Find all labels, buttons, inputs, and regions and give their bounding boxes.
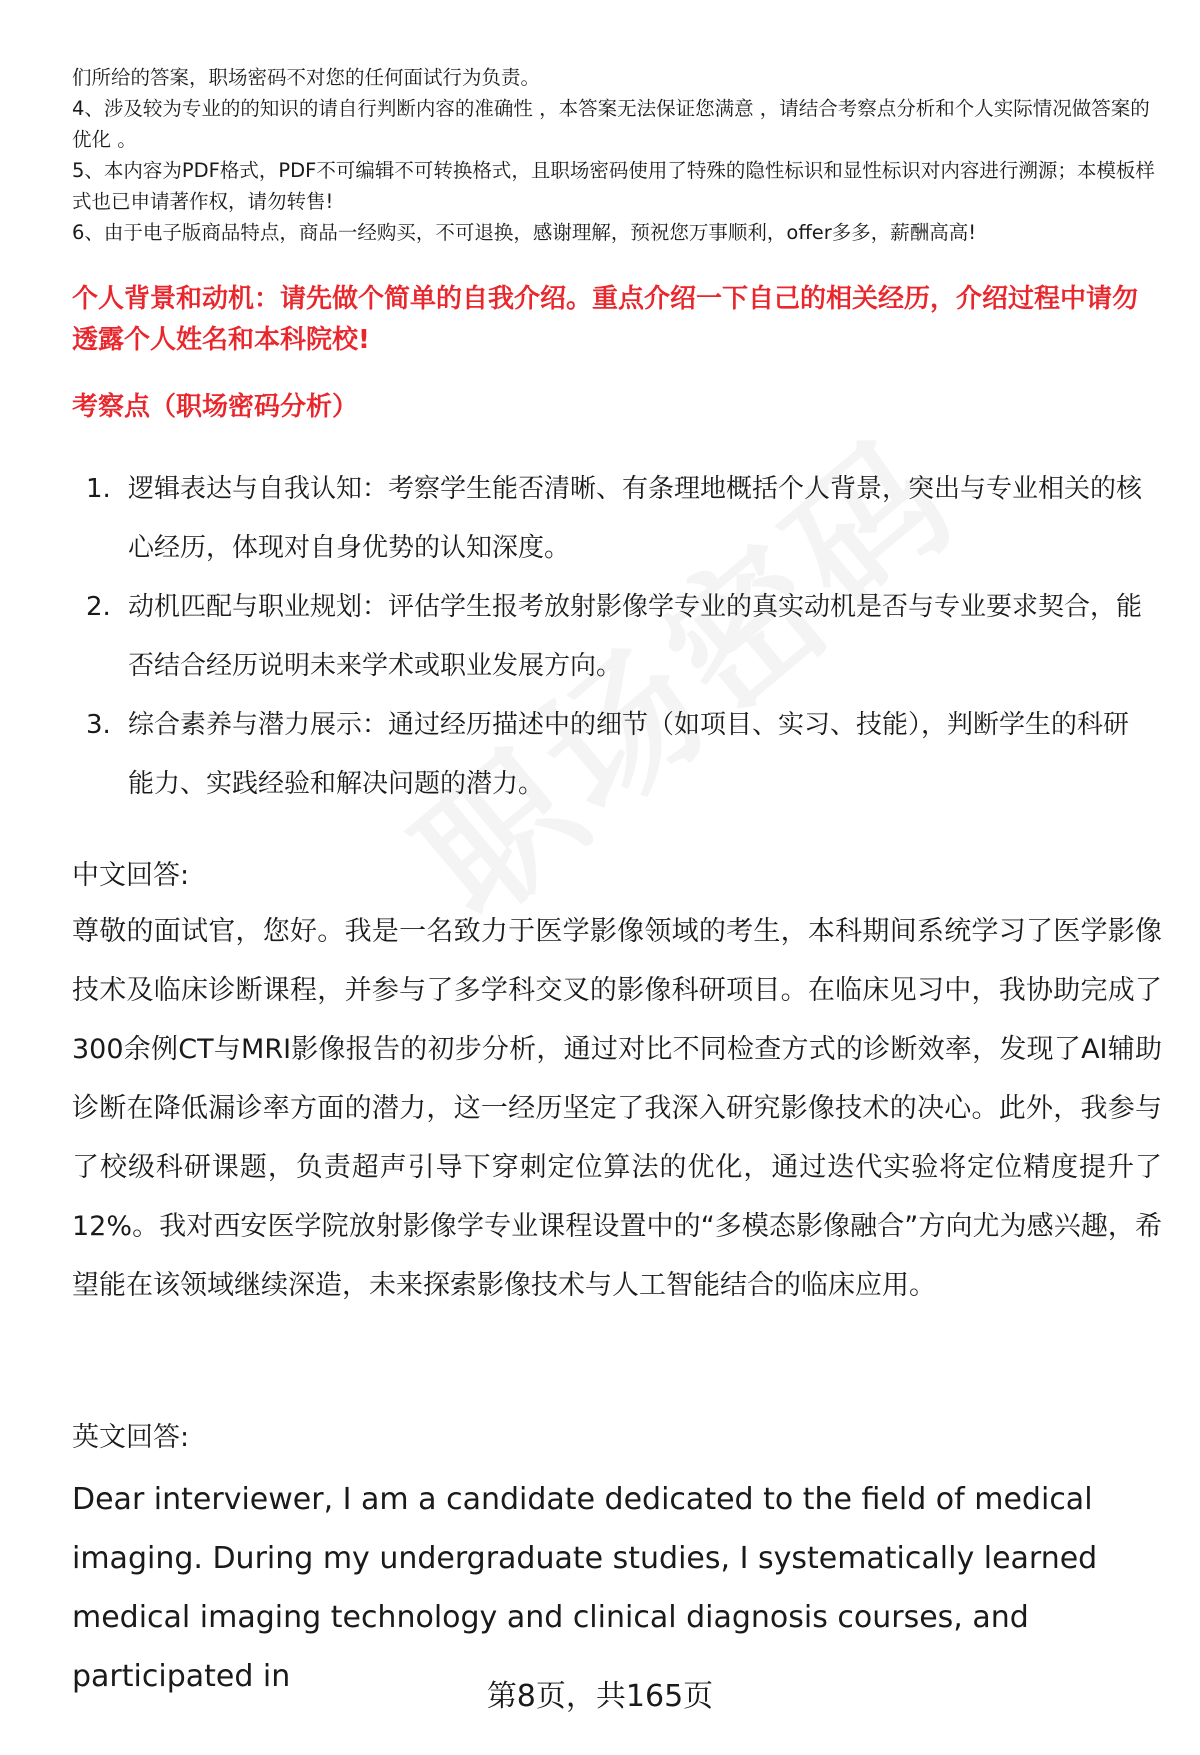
item-number: 2. <box>86 592 111 622</box>
list-item <box>72 578 1152 696</box>
analysis-points <box>72 460 1152 814</box>
item-text: 逻辑表达与自我认知：考察学生能否清晰、有条理地概括个人背景，突出与专业相关的核心经历，体现对自身优势的认知深度。 <box>128 474 1143 563</box>
note-line: 4、涉及较为专业的的知识的请自行判断内容的准确性 ，本答案无法保证您满意 ，请结合考察点分析和个人实际情况做答案的优化 。 <box>72 97 1150 151</box>
disclaimer-notes <box>72 62 1162 248</box>
item-text: 动机匹配与职业规划：评估学生报考放射影像学专业的真实动机是否与专业要求契合，能否结合经历说明未来学术或职业发展方向。 <box>128 592 1143 681</box>
item-text: 综合素养与潜力展示：通过经历描述中的细节（如项目、实习、技能），判断学生的科研能力、实践经验和解决问题的潜力。 <box>128 710 1130 799</box>
analysis-heading: 考察点（职场密码分析） <box>72 392 359 422</box>
chinese-answer-label: 中文回答: <box>72 860 190 891</box>
note-line: 们所给的答案，职场密码不对您的任何面试行为负责。 <box>72 66 541 89</box>
question-heading: 个人背景和动机：请先做个简单的自我介绍。重点介绍一下自己的相关经历，介绍过程中请勿透露个人姓名和本科院校! <box>72 284 1139 355</box>
list-item <box>72 696 1152 814</box>
list-item <box>72 460 1152 578</box>
note-line: 6、由于电子版商品特点，商品一经购买，不可退换，感谢理解，预祝您万事顺利，offer多多，薪酬高高! <box>72 221 977 244</box>
english-answer-label: 英文回答: <box>72 1422 190 1453</box>
page-number: 第8页，共165页 <box>486 1679 714 1714</box>
chinese-answer: 尊敬的面试官，您好。我是一名致力于医学影像领域的考生，本科期间系统学习了医学影像技术及临床诊断课程，并参与了多学科交叉的影像科研项目。在临床见习中，我协助完成了300余例CT与MRI影像报告的初步分析，通过对比不同检查方式的诊断效率，发现了AI辅助诊断在降低漏诊率方面的潜力，这一经历坚定了我深入研究影像技术的决心。此外，我参与了校级科研课题，负责超声引导下穿刺定位算法的优化，通过迭代实验将定位精度提升了12%。我对西安医学院放射影像学专业课程设置中的“多模态影像融合”方向尤为感兴趣，希望能在该领域继续深造，未来探索影像技术与人工智能结合的临床应用。 <box>72 916 1162 1301</box>
english-answer: Dear interviewer, I am a candidate dedicated to the field of medical imaging. During my undergraduate studies, I systematically learned medical imaging technology and clinical diagnosis courses, and participated in <box>72 1482 1098 1694</box>
item-number: 3. <box>86 710 111 740</box>
item-number: 1. <box>86 474 111 504</box>
note-line: 5、本内容为PDF格式，PDF不可编辑不可转换格式，且职场密码使用了特殊的隐性标识和显性标识对内容进行溯源；本模板样式也已申请著作权，请勿转售! <box>72 159 1155 213</box>
